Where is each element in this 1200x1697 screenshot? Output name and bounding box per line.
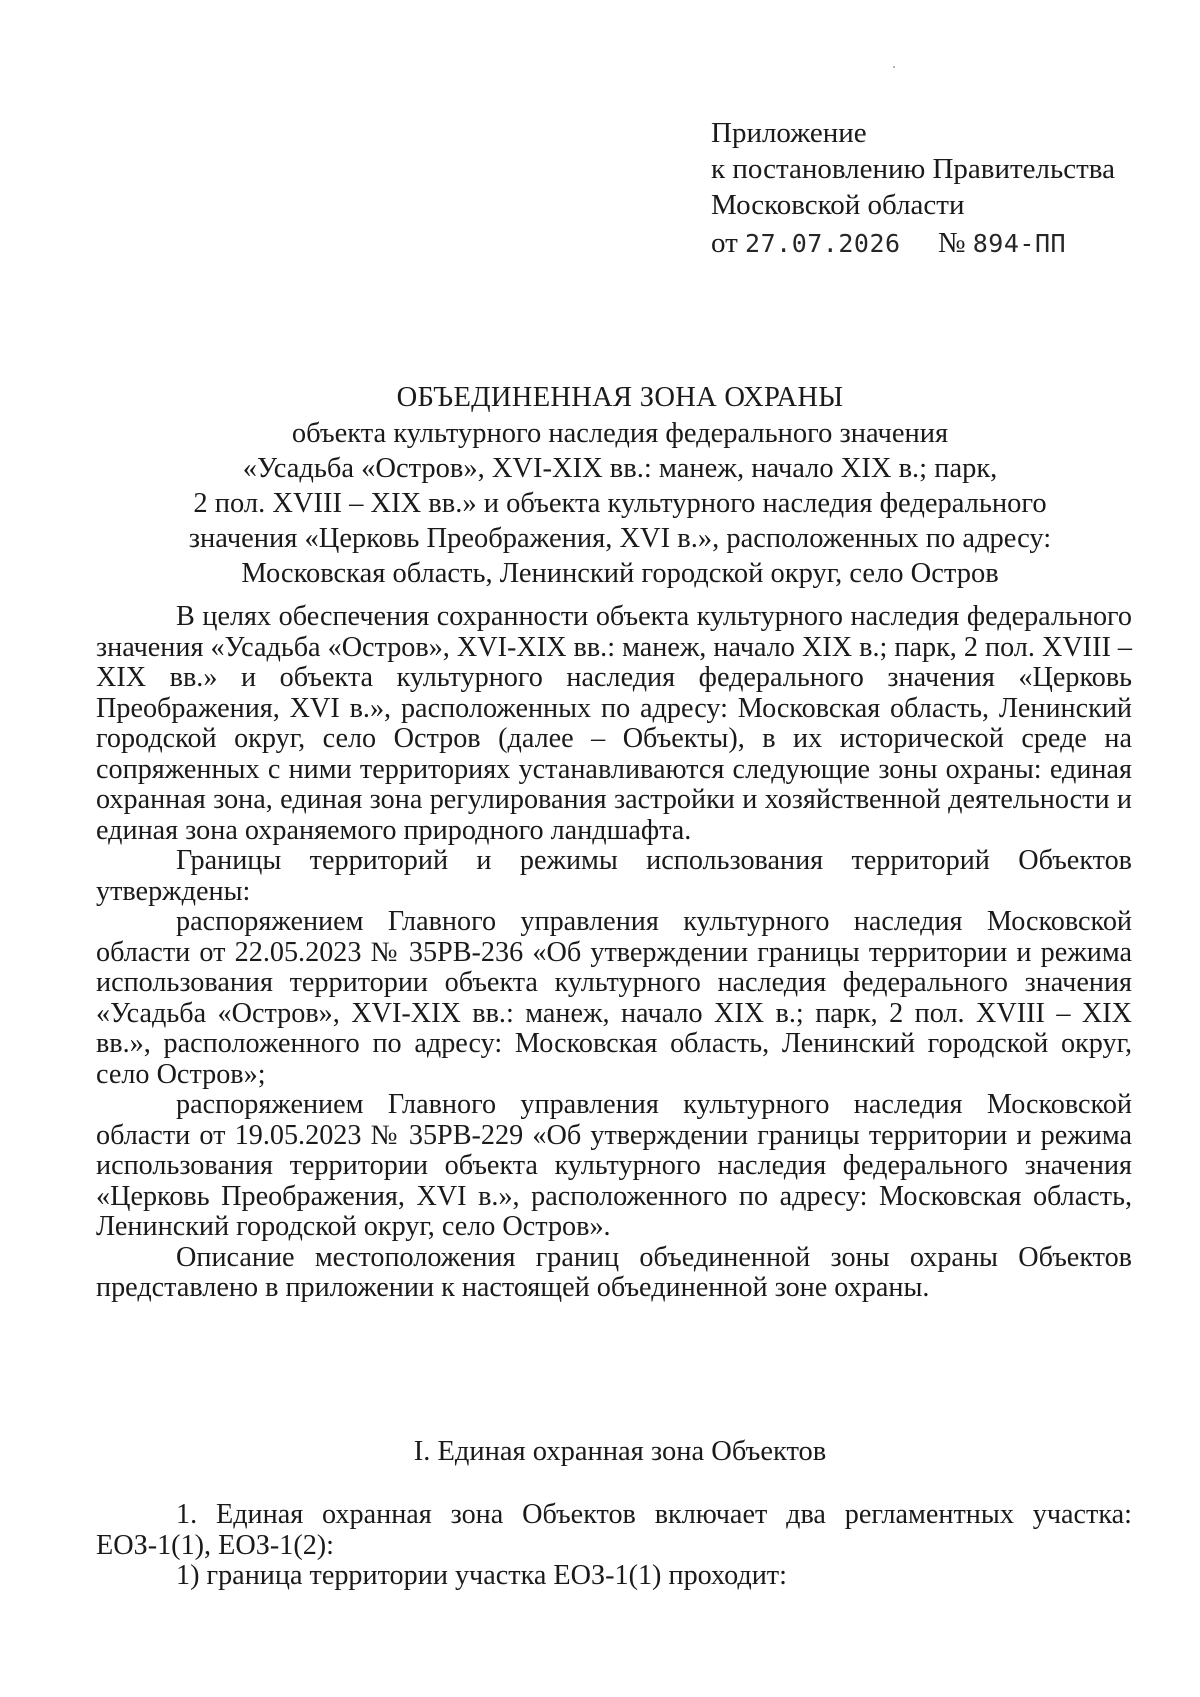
list-item: 1. Единая охранная зона Объектов включает два регламентных участка: ЕОЗ-1(1), ЕОЗ-1(2): xyxy=(96,1499,1132,1561)
approval-appendix-label: Приложение xyxy=(711,117,867,149)
document-subtitle-line: «Усадьба «Остров», XVI-XIX вв.: манеж, начало XIX в.; парк, xyxy=(242,453,998,484)
document-subtitle-line: значения «Церковь Преображения, XVI в.», расположенных по адресу: xyxy=(188,523,1052,554)
paragraph-purpose: В целях обеспечения сохранности объекта культурного наследия федерального значения «Усадьба «Остров», XVI-XIX вв.: манеж, начало XIX в.; парк, 2 пол. XVIII – XIX вв.» и объекта культурного наследия федерального значения «Церковь Преображения, XVI в.», расположенных по адресу: Московская область, Ленинский городской округ, село Остров (далее – Объекты), в их исторической среде на сопряженных с ними территориях устанавливаются следующие зоны охраны: единая охранная зона, единая зона регулирования застройки и хозяйственной деятельности и единая зона охраняемого природного ландшафта. xyxy=(96,601,1132,846)
approval-number-sign: № xyxy=(937,227,966,259)
document-subtitle-line: 2 пол. XVIII – XIX вв.» и объекта культурного наследия федерального xyxy=(193,488,1047,519)
scan-speck xyxy=(893,66,895,68)
approval-region-label: Московской области xyxy=(711,189,965,221)
list-item: 1) граница территории участка ЕОЗ-1(1) проходит: xyxy=(176,1560,787,1591)
approval-from-label: от xyxy=(711,227,738,259)
paragraph-order-church: распоряжением Главного управления культурного наследия Московской области от 19.05.2023 № 35РВ-229 «Об утверждении границы территории и режима использования территории объекта культурного наследия федерального значения «Церковь Преображения, XVI в.», расположенного по адресу: Московская область, Ленинский городской округ, село Остров». xyxy=(96,1089,1132,1242)
approval-date-number-line xyxy=(711,225,1115,262)
document-subtitle-line: объекта культурного наследия федерального значения xyxy=(291,418,949,449)
approval-number: 894-ПП xyxy=(972,229,1067,258)
paragraph-description: Описание местоположения границ объединенной зоны охраны Объектов представлено в приложении к настоящей объединенной зоне охраны. xyxy=(96,1241,1132,1303)
document-title-block xyxy=(96,380,1144,591)
approval-date: 27.07.2026 xyxy=(745,229,901,258)
document-title: ОБЪЕДИНЕННАЯ ЗОНА ОХРАНЫ xyxy=(396,382,844,413)
section-heading: I. Единая охранная зона Объектов xyxy=(413,1436,827,1467)
body-section xyxy=(96,602,1132,1304)
paragraph-order-estate: распоряжением Главного управления культурного наследия Московской области от 22.05.2023 № 35РВ-236 «Об утверждении границы территории и режима использования территории объекта культурного наследия федерального значения «Усадьба «Остров», XVI-XIX вв.: манеж, начало XIX в.; парк, 2 пол. XVIII – XIX вв.», расположенного по адресу: Московская область, Ленинский городской округ, село Остров»; xyxy=(96,906,1132,1090)
approval-resolution-label: к постановлению Правительства xyxy=(711,153,1115,185)
section-body xyxy=(96,1500,1132,1592)
document-subtitle-line: Московская область, Ленинский городской округ, село Остров xyxy=(241,558,999,589)
approval-block xyxy=(711,115,1115,262)
paragraph-boundaries: Границы территорий и режимы использования территорий Объектов утверждены: xyxy=(96,845,1132,907)
